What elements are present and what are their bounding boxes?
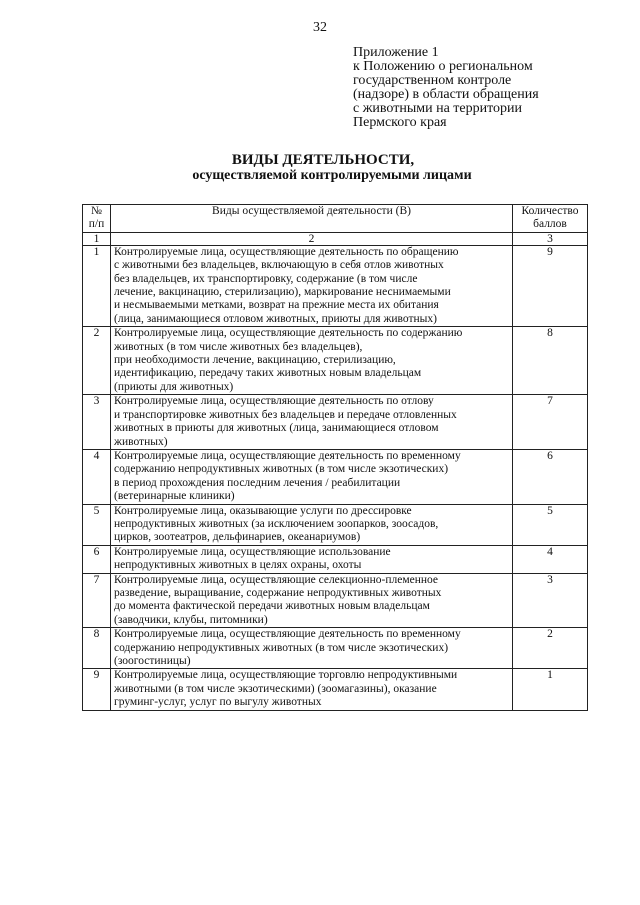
description-line: без владельцев, их транспортировку, содержание (в том числе: [114, 272, 418, 285]
description-line: Контролируемые лица, осуществляющие селекционно-племенное: [114, 573, 439, 586]
table-row: [83, 395, 588, 450]
appendix-line: с животными на территории: [353, 101, 523, 116]
appendix-line: Пермского края: [353, 115, 447, 130]
description-line: (лица, занимающиеся отловом животных, приюты для животных): [114, 312, 437, 325]
table-row: [83, 573, 588, 628]
description-line: Контролируемые лица, оказывающие услуги по дрессировке: [114, 504, 412, 517]
description-line: груминг-услуг, услуг по выгулу животных: [114, 696, 322, 709]
row-number: 2: [83, 327, 111, 395]
index-cell: 3: [513, 232, 588, 245]
row-number: 3: [83, 395, 111, 450]
header-desc: Виды осуществляемой деятельности (В): [111, 205, 513, 233]
row-number: 9: [83, 669, 111, 710]
row-description: [111, 395, 513, 450]
appendix-block: [353, 46, 603, 130]
appendix-line: (надзоре) в области обращения: [353, 87, 539, 102]
header-score-line: баллов: [533, 218, 567, 231]
description-line: непродуктивных животных в целях охраны, охоты: [114, 559, 362, 572]
description-line: с животными без владельцев, включающую в себя отлов животных: [114, 259, 444, 272]
description-line: содержанию непродуктивных животных (в том числе экзотических): [114, 463, 449, 476]
row-description: [111, 504, 513, 545]
description-line: животных в приюты для животных (лица, занимающиеся отловом: [114, 422, 439, 435]
row-score: 7: [513, 395, 588, 450]
description-line: до момента фактической передачи животных новым владельцам: [114, 600, 430, 613]
row-score: 5: [513, 504, 588, 545]
description-line: Контролируемые лица, осуществляющие деятельность по обращению: [114, 245, 459, 258]
row-description: [111, 628, 513, 669]
table-row: [83, 628, 588, 669]
description-line: при необходимости лечение, вакцинацию, стерилизацию,: [114, 354, 396, 367]
row-score: 1: [513, 669, 588, 710]
description-line: животных (в том числе животных без владельцев),: [114, 340, 363, 353]
row-score: 9: [513, 245, 588, 326]
header-num-line: п/п: [88, 218, 105, 231]
document-title: [0, 152, 640, 184]
appendix-line: к Положению о региональном: [353, 59, 533, 74]
row-description: [111, 545, 513, 573]
row-description: [111, 327, 513, 395]
table-header-row: [83, 205, 588, 233]
row-number: 4: [83, 449, 111, 504]
row-description: [111, 573, 513, 628]
title-line-2: осуществляемой контролируемыми лицами: [192, 168, 472, 183]
description-line: лечение, вакцинацию, стерилизацию), маркирование неснимаемыми: [114, 286, 451, 299]
row-description: [111, 449, 513, 504]
row-score: 2: [513, 628, 588, 669]
table-index-row: [83, 232, 588, 245]
header-score-line: Количество: [521, 205, 579, 217]
row-number: 6: [83, 545, 111, 573]
table-row: [83, 669, 588, 710]
description-line: Контролируемые лица, осуществляющие торговлю непродуктивными: [114, 669, 458, 682]
description-line: животных): [114, 435, 168, 448]
table-row: [83, 545, 588, 573]
activities-table: [82, 204, 588, 711]
description-line: и несмываемыми метками, возврат на прежние места их обитания: [114, 299, 439, 312]
row-number: 1: [83, 245, 111, 326]
description-line: содержанию непродуктивных животных (в том числе экзотических): [114, 641, 449, 654]
row-number: 8: [83, 628, 111, 669]
title-line-1: ВИДЫ ДЕЯТЕЛЬНОСТИ,: [231, 152, 415, 168]
row-score: 3: [513, 573, 588, 628]
header-num-line: №: [91, 205, 102, 217]
row-score: 4: [513, 545, 588, 573]
table-row: [83, 449, 588, 504]
row-description: [111, 245, 513, 326]
description-line: (заводчики, клубы, питомники): [114, 613, 268, 626]
description-line: Контролируемые лица, осуществляющие деятельность по временному: [114, 449, 461, 462]
description-line: (приюты для животных): [114, 380, 234, 393]
table-row: [83, 504, 588, 545]
description-line: в период прохождения последним лечения / реабилитации: [114, 476, 401, 489]
description-line: животными (в том числе экзотическими) (зоомагазины), оказание: [114, 682, 437, 695]
row-description: [111, 669, 513, 710]
description-line: идентификацию, передачу таких животных новым владельцам: [114, 367, 422, 380]
appendix-line: Приложение 1: [353, 45, 439, 60]
description-line: Контролируемые лица, осуществляющие использование: [114, 545, 391, 558]
appendix-line: государственном контроле: [353, 73, 512, 88]
table-row: [83, 327, 588, 395]
table-row: [83, 245, 588, 326]
index-cell: 1: [83, 232, 111, 245]
description-line: цирков, зоотеатров, дельфинариев, океанариумов): [114, 531, 361, 544]
index-cell: 2: [111, 232, 513, 245]
description-line: (зоогостиницы): [114, 655, 191, 667]
row-number: 5: [83, 504, 111, 545]
description-line: Контролируемые лица, осуществляющие деятельность по содержанию: [114, 327, 463, 340]
header-score: [513, 205, 588, 233]
description-line: Контролируемые лица, осуществляющие деятельность по отлову: [114, 395, 434, 408]
description-line: Контролируемые лица, осуществляющие деятельность по временному: [114, 628, 461, 641]
row-number: 7: [83, 573, 111, 628]
description-line: разведение, выращивание, содержание непродуктивных животных: [114, 586, 442, 599]
row-score: 6: [513, 449, 588, 504]
description-line: и транспортировке животных без владельцев и передаче отловленных: [114, 408, 457, 421]
description-line: (ветеринарные клиники): [114, 490, 235, 503]
row-score: 8: [513, 327, 588, 395]
header-num: [83, 205, 111, 233]
description-line: непродуктивных животных (за исключением зоопарков, зоосадов,: [114, 517, 439, 530]
page-number: 32: [313, 20, 327, 35]
